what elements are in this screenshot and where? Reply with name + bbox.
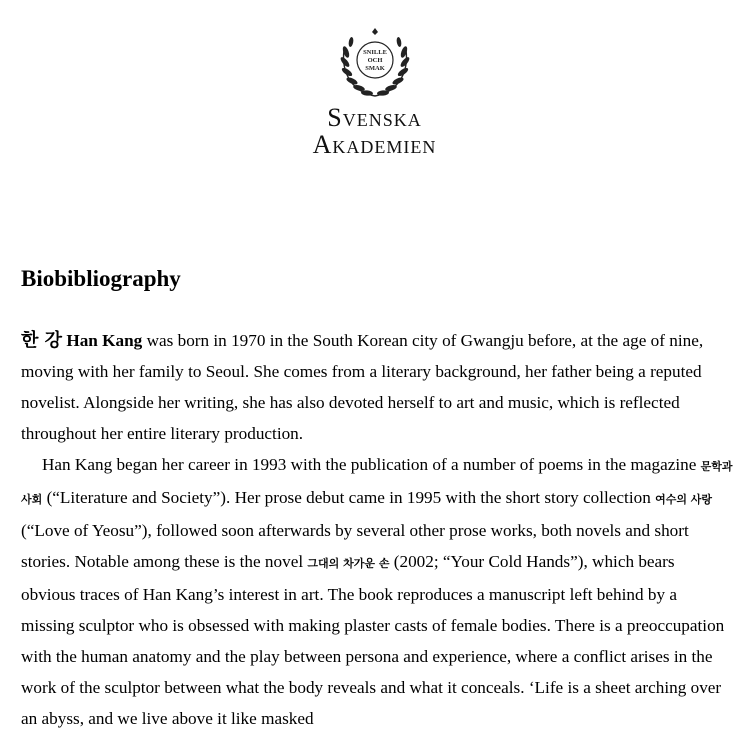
academy-name-line1: Svenska (327, 103, 422, 132)
svenska-akademien-logo (0, 22, 749, 158)
laurel-seal-icon (335, 22, 415, 102)
korean-title-magazine: 문학과사회 (21, 460, 733, 506)
seal-text-1: SNILLE (362, 49, 387, 56)
korean-title-your-cold-hands: 그대의 차가운 손 (307, 557, 390, 570)
korean-title-love-of-yeosu: 여수의 사랑 (655, 493, 713, 506)
seal-text-3: SMAK (364, 65, 385, 72)
document-body (21, 325, 733, 734)
paragraph-1 (21, 325, 733, 449)
academy-name (0, 104, 749, 158)
paragraph-2-text-2: (“Literature and Society”). Her prose debut came in 1995 with the short story collection (42, 488, 656, 507)
academy-name-line2: Akademien (312, 130, 437, 159)
paragraph-2-text-4: (2002; “Your Cold Hands”), which bears obvious traces of Han Kang’s interest in art. The book reproduces a manuscript left behind by a missing sculptor who is obsessed with making plaster casts of female bodies. There is a preoccupation with the human anatomy and the play between persona and experience, where a conflict arises in the work of the sculptor between what the body reveals and what it conceals. ‘Life is a sheet arching over an abyss, and we live above it like masked (21, 552, 725, 728)
paragraph-2-text-1: Han Kang began her career in 1993 with the publication of a number of poems in the magazine (42, 455, 701, 474)
paragraph-2-text-3: (“Love of Yeosu”), followed soon afterwards by several other prose works, both novels and short stories. Notable among these is the novel (21, 521, 689, 571)
author-name: Han Kang (66, 331, 143, 350)
author-name-korean: 한 강 (21, 330, 63, 351)
seal-text-2: OCH (367, 57, 382, 64)
paragraph-1-text: was born in 1970 in the South Korean city of Gwangju before, at the age of nine, moving with her family to Seoul. She comes from a literary background, her father being a reputed novelist. Alongside her writing, she has also devoted herself to art and music, which is reflected throughout her entire literary production. (21, 331, 704, 443)
page-title: Biobibliography (21, 266, 181, 291)
paragraph-2 (21, 449, 733, 734)
